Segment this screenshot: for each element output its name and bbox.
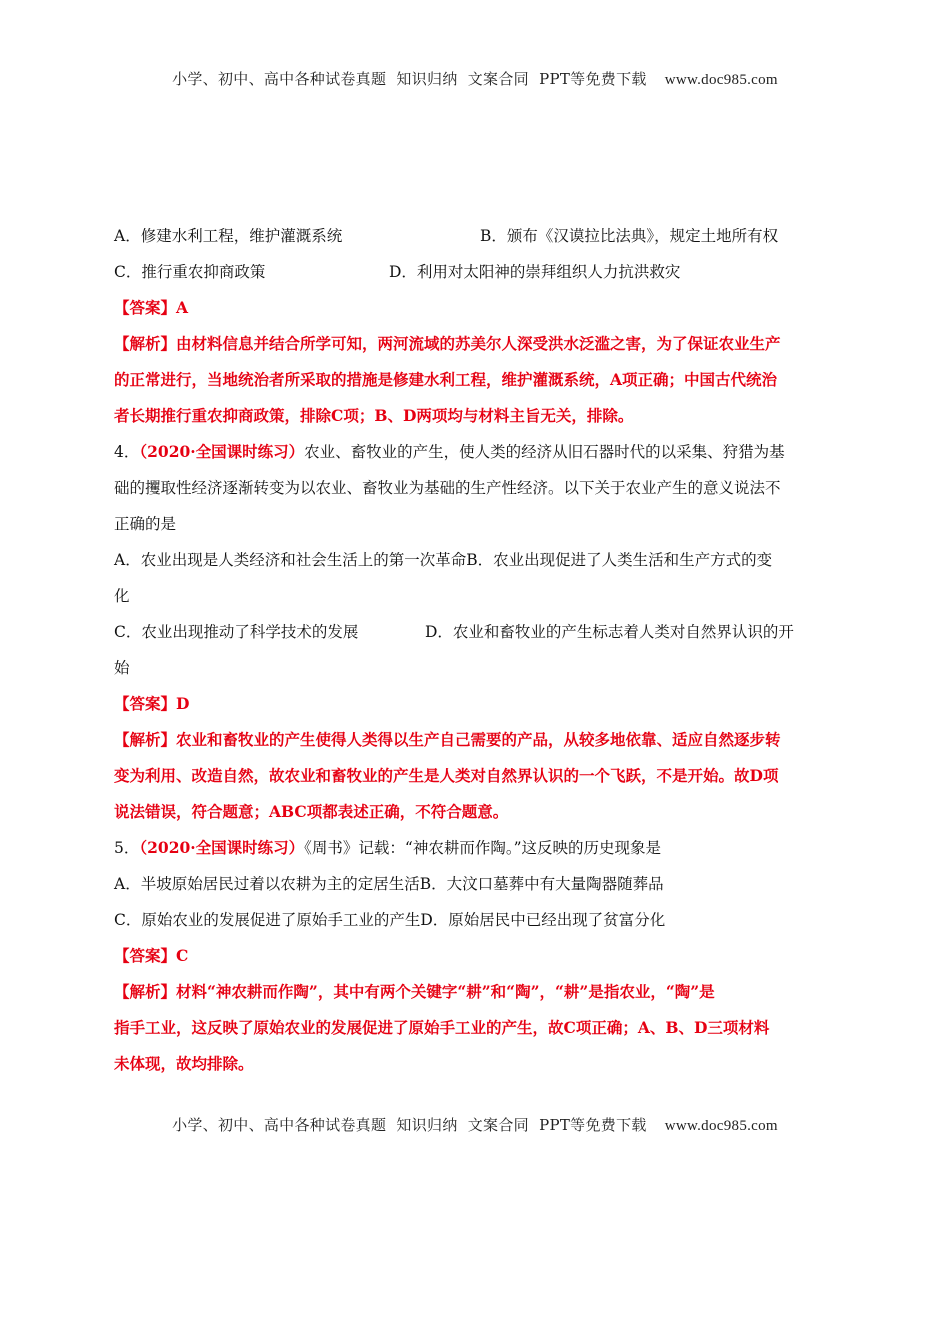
page-header [0,68,950,89]
q3-option-a: A．修建水利工程，维护灌溉系统 [114,227,343,245]
q3-options-row-1 [114,218,838,254]
q5-analysis-line-2: 指手工业，这反映了原始农业的发展促进了原始手工业的产生，故C项正确；A、B、D三项材料 [114,1018,770,1037]
q5-number: 5． [114,839,140,857]
q5-analysis-line-1: 【解析】材料“神农耕而作陶”，其中有两个关键字“耕”和“陶”，“耕”是指农业，“陶”是 [114,982,715,1001]
header-site-link[interactable]: www.doc985.com [664,72,778,88]
q3-option-d: D．利用对太阳神的崇拜组织人力抗洪救灾 [389,263,681,281]
q4-source: （2020·全国课时练习） [139,442,305,461]
q3-analysis-line-1: 【解析】由材料信息并结合所学可知，两河流域的苏美尔人深受洪水泛滥之害，为了保证农业生产 [114,334,781,353]
q4-analysis-line-3: 说法错误，符合题意；ABC项都表述正确，不符合题意。 [114,802,509,821]
q4-option-d-line-2: 始 [114,659,130,677]
q3-answer: 【答案】A [114,298,189,317]
q5-stem-text: 《周书》记载：“神农耕而作陶。”这反映的历史现象是 [304,839,662,857]
q4-options-cd-row [114,614,838,650]
q5-options-ab: A．半坡原始居民过着以农耕为主的定居生活B．大汶口墓葬中有大量陶器随葬品 [114,875,664,893]
q4-number: 4． [114,443,140,461]
q5-answer: 【答案】C [114,946,189,965]
q3-option-b: B．颁布《汉谟拉比法典》，规定土地所有权 [480,227,779,245]
q4-answer: 【答案】D [114,694,190,713]
q5-source: （2020·全国课时练习） [139,838,305,857]
header-text: 小学、初中、高中各种试卷真题 知识归纳 文案合同 PPT等免费下载 [172,70,647,88]
q4-analysis-line-2: 变为利用、改造自然，故农业和畜牧业的产生是人类对自然界认识的一个飞跃，不是开始。故D项 [114,766,779,785]
q3-analysis-line-2: 的正常进行，当地统治者所采取的措施是修建水利工程，维护灌溉系统，A项正确；中国古代统治 [114,370,778,389]
q5-options-cd: C．原始农业的发展促进了原始手工业的产生D．原始居民中已经出现了贫富分化 [114,911,666,929]
q4-analysis-line-1: 【解析】农业和畜牧业的产生使得人类得以生产自己需要的产品，从较多地依靠、适应自然逐步转 [114,730,781,749]
q4-stem-text-1: 农业、畜牧业的产生，使人类的经济从旧石器时代的以采集、狩猎为基 [304,443,785,461]
q5-analysis-line-3: 未体现，故均排除。 [114,1054,254,1073]
q4-option-d: D．农业和畜牧业的产生标志着人类对自然界认识的开 [425,623,794,641]
footer-text: 小学、初中、高中各种试卷真题 知识归纳 文案合同 PPT等免费下载 [172,1116,647,1134]
q4-option-c: C．农业出现推动了科学技术的发展 [114,623,359,641]
q3-option-c: C．推行重农抑商政策 [114,263,266,281]
q4-options-ab-line-1: A．农业出现是人类经济和社会生活上的第一次革命B．农业出现促进了人类生活和生产方式的变 [114,551,773,569]
question-content [114,218,838,1082]
q4-stem-line-2: 础的攫取性经济逐渐转变为以农业、畜牧业为基础的生产性经济。以下关于农业产生的意义说法不 [114,479,781,497]
q3-options-row-2 [114,254,838,290]
q4-options-ab-line-2: 化 [114,587,130,605]
q3-analysis-line-3: 者长期推行重农抑商政策，排除C项；B、D两项均与材料主旨无关，排除。 [114,406,634,425]
q4-stem-line-1 [114,434,838,470]
q5-stem-line [114,830,838,866]
footer-site-link[interactable]: www.doc985.com [664,1118,778,1134]
page-footer [0,1114,950,1135]
q4-stem-line-3: 正确的是 [114,515,177,533]
